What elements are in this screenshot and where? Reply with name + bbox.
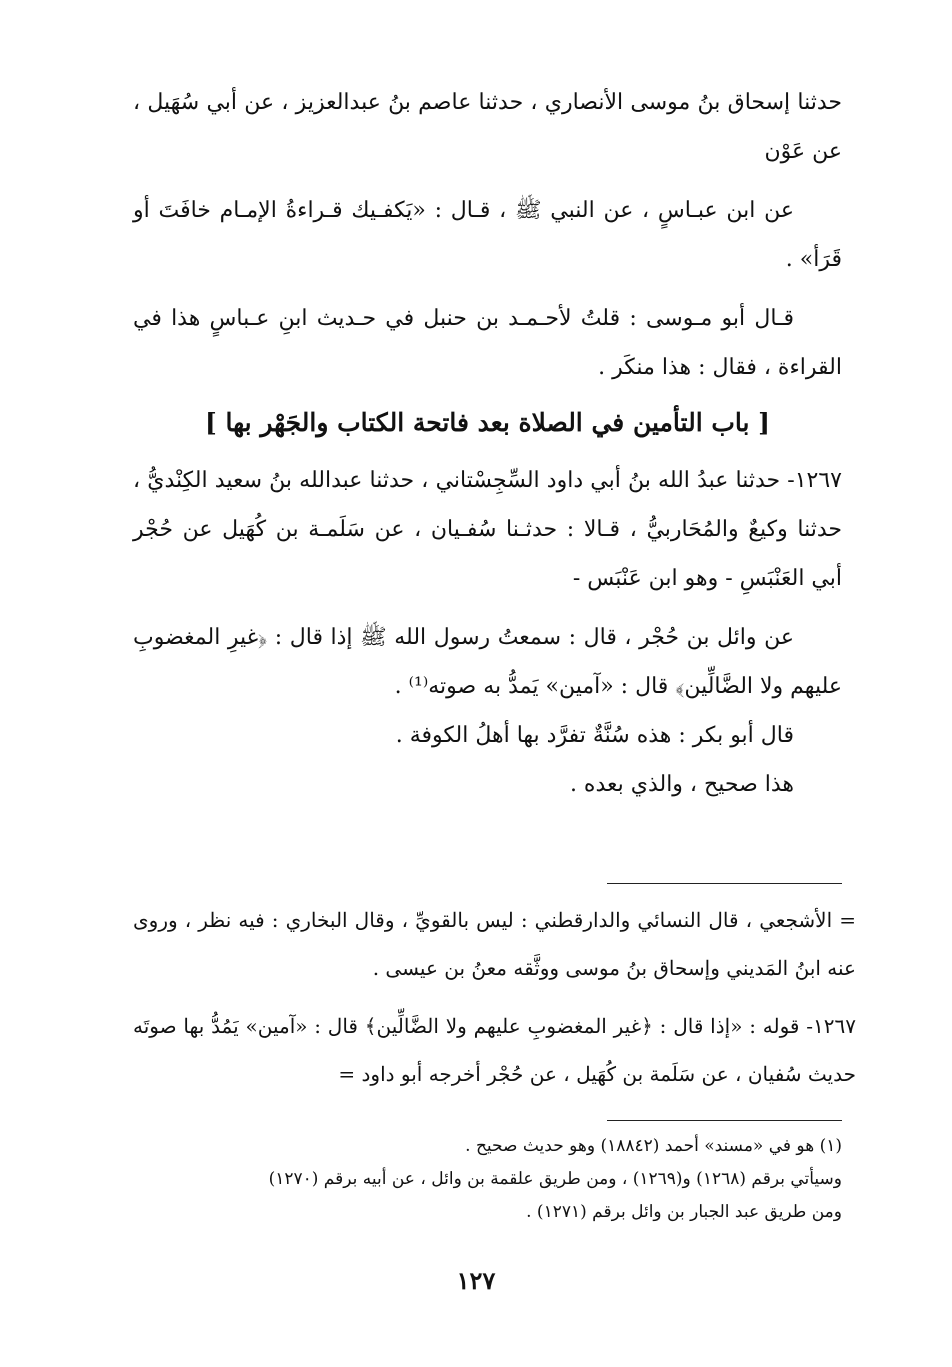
- paragraph-hadith-1267-matn: عن وائل بن حُجْر ، قال : سمعتُ رسول الله ﷺ إذا قال : ﴿غيرِ المغضوبِ عليهم ولا الضَّالِّين﴾ قال : «آمين» يَمدُّ به صوته⁽¹⁾ .: [133, 625, 842, 699]
- note-1267: ١٢٦٧- قوله : «إذا قال : ﴿غير المغضوبِ عليهم ولا الضَّالِّين﴾ قال : «آمين» يَمُدُّ بها صوتَه حديث سُفيان ، عن سَلَمة بن كُهَيل ، عن حُجْر أخرجه أبو داود =: [133, 1014, 856, 1086]
- paragraph-hadith-1267-isnad: ١٢٦٧- حدثنا عبدُ الله بنُ أبي داود السِّجِسْتاني ، حدثنا عبدالله بنُ سعيد الكِنْديُّ ، حدثنا وكيعٌ والمُحَاربيُّ ، قـالا : حدثـنا سُفـيان ، عن سَلَمـة بن كُهَيل عن حُجْر أبي العَنْبَسِ - وهو ابن عَنْبَس -: [133, 468, 842, 591]
- paragraph-abu-bakr-comment: قال أبو بكر : هذه سُنَّةٌ تفرَّد بها أهلُ الكوفة .: [395, 723, 794, 748]
- note-ashjai: = الأشجعي ، قال النسائي والدارقطني : ليس بالقويِّ ، وقال البخاري : فيه نظر ، وروى عنه ابنُ المَديني وإسحاق بنُ موسى ووثَّقه معنُ بن عيسى .: [133, 908, 856, 980]
- footnote-1-line-1: (١) هو في «مسند» أحمد (١٨٨٤٢) وهو حديث صحيح .: [465, 1136, 842, 1156]
- main-text-block: [133, 78, 842, 809]
- paragraph-hadith-ibn-abbas: عن ابن عبـاسٍ ، عن النبي ﷺ ، قـال : «يَكفـيك قـراءةُ الإمـام خافَتَ أو قَرَأ» .: [133, 198, 842, 272]
- paragraph-isnad-ishaq: حدثنا إسحاق بنُ موسى الأنصاري ، حدثنا عاصم بنُ عبدالعزيز ، عن أبي سُهَيل ، عن عَوْن: [133, 90, 842, 164]
- notes-divider: [607, 883, 842, 884]
- page-number: ١٢٧: [456, 1266, 496, 1295]
- footnote-1-line-3: ومن طريق عبد الجبار بن وائل برقم (١٢٧١) .: [526, 1202, 842, 1222]
- paragraph-abu-musa-comment: قـال أبو مـوسى : قلتُ لأحـمـد بن حنبل في حـديث ابنِ عـباسٍ هذا في القراءة ، فقال : هذا منكَر .: [133, 306, 842, 380]
- commentary-notes: [133, 896, 856, 1098]
- footnotes: [133, 1130, 842, 1229]
- footnotes-divider: [607, 1120, 842, 1121]
- footnote-1-line-2: وسيأتي برقم (١٢٦٨) و(١٢٦٩) ، ومن طريق علقمة بن وائل ، عن أبيه برقم (١٢٧٠): [268, 1169, 842, 1189]
- chapter-heading: [ باب التأمين في الصلاة بعد فاتحة الكتاب والجَهْر بها ]: [204, 408, 770, 437]
- paragraph-sahih-note: هذا صحيح ، والذي بعده .: [569, 772, 794, 797]
